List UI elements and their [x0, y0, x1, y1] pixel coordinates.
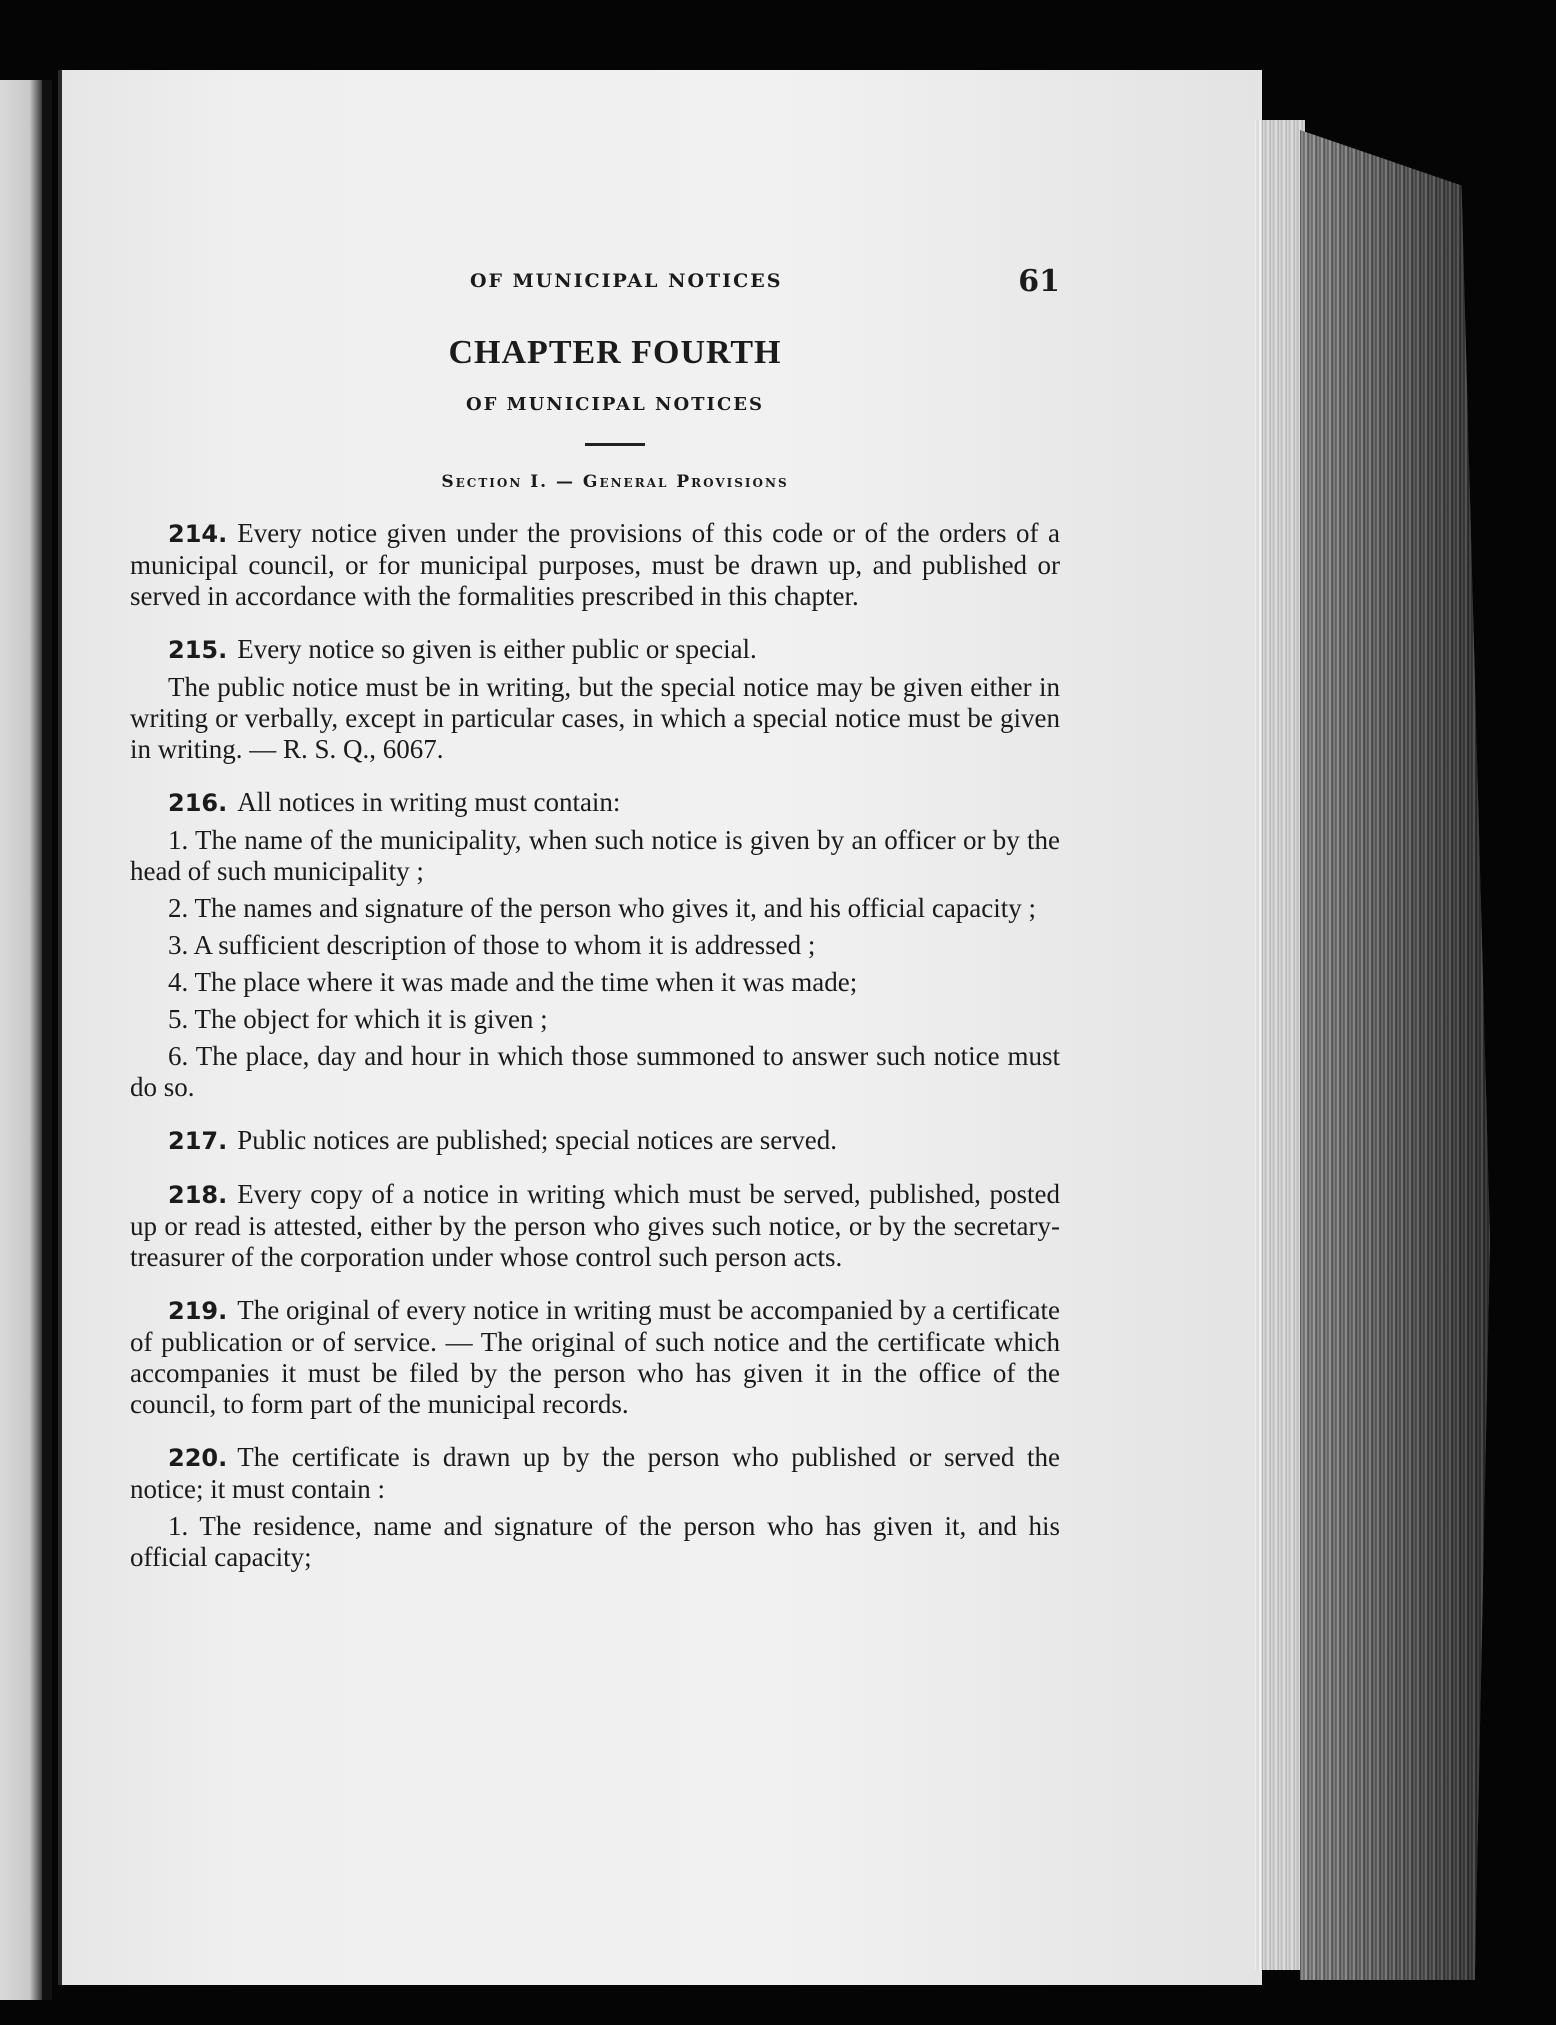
list-item-text: 4. The place where it was made and the time when it was made;	[168, 967, 858, 997]
article-number: 218.	[168, 1181, 228, 1209]
list-item-text: 1. The name of the municipality, when such notice is given by an officer or by the head of such municipality ;	[130, 825, 1060, 886]
list-item	[130, 1511, 1060, 1573]
article-number: 216.	[168, 789, 228, 817]
article-text: All notices in writing must contain:	[237, 787, 621, 817]
list-item	[130, 967, 1060, 998]
list-item	[130, 1004, 1060, 1035]
article-text: The original of every notice in writing must be accompanied by a certificate of publication or of service. — The original of such notice and the certificate which accompanies it must be filed by the person who has given it in the office of the council, to form part of the municipal records.	[130, 1295, 1060, 1419]
list-item-text: 5. The object for which it is given ;	[168, 1004, 548, 1034]
article-214	[130, 518, 1060, 612]
article-218	[130, 1179, 1060, 1273]
article-text: Every notice so given is either public or special.	[237, 634, 757, 664]
list-item-text: 1. The residence, name and signature of the person who has given it, and his official capacity;	[130, 1511, 1060, 1572]
article-215-continuation	[130, 672, 1060, 765]
article-217	[130, 1125, 1060, 1157]
running-head	[130, 264, 1060, 310]
article-number: 215.	[168, 636, 228, 664]
left-page-edge	[0, 80, 52, 2000]
book-block-edge	[1300, 130, 1490, 1980]
article-number: 214.	[168, 520, 228, 548]
page-number: 61	[1018, 264, 1060, 299]
list-item	[130, 930, 1060, 961]
article-text: Every notice given under the provisions of this code or of the orders of a municipal council, or for municipal purposes, must be drawn up, and published or served in accordance with the formalities prescribed in this chapter.	[130, 518, 1060, 611]
article-215	[130, 634, 1060, 666]
chapter-title: CHAPTER FOURTH	[448, 334, 782, 371]
list-item	[130, 893, 1060, 924]
list-item-text: 3. A sufficient description of those to whom it is addressed ;	[168, 930, 816, 960]
article-text: The public notice must be in writing, but the special notice may be given either in writing or verbally, except in particular cases, in which a special notice must be given in writing. — R. S. Q., 6067.	[130, 672, 1060, 764]
chapter-subtitle: OF MUNICIPAL NOTICES	[465, 394, 765, 415]
article-216	[130, 787, 1060, 819]
article-number: 219.	[168, 1297, 228, 1325]
article-text: The certificate is drawn up by the person who published or served the notice; it must contain :	[130, 1442, 1060, 1504]
article-text: Every copy of a notice in writing which must be served, published, posted up or read is attested, either by the person who gives such notice, or by the secretary-treasurer of the corporation under whose control such person acts.	[130, 1179, 1060, 1272]
list-item-text: 2. The names and signature of the person who gives it, and his official capacity ;	[168, 893, 1037, 923]
article-number: 217.	[168, 1127, 228, 1155]
article-219	[130, 1295, 1060, 1420]
article-220	[130, 1442, 1060, 1505]
divider-rule	[585, 443, 645, 446]
section-heading: Section I. — General Provisions	[441, 472, 789, 492]
list-item	[130, 825, 1060, 887]
article-text: Public notices are published; special notices are served.	[237, 1125, 838, 1155]
list-item	[130, 1041, 1060, 1103]
page-fore-edge	[1255, 120, 1305, 1970]
article-number: 220.	[168, 1444, 228, 1472]
list-item-text: 6. The place, day and hour in which those summoned to answer such notice must do so.	[130, 1041, 1060, 1102]
page-content	[130, 264, 1060, 1595]
running-head-title: OF MUNICIPAL NOTICES	[470, 270, 783, 292]
